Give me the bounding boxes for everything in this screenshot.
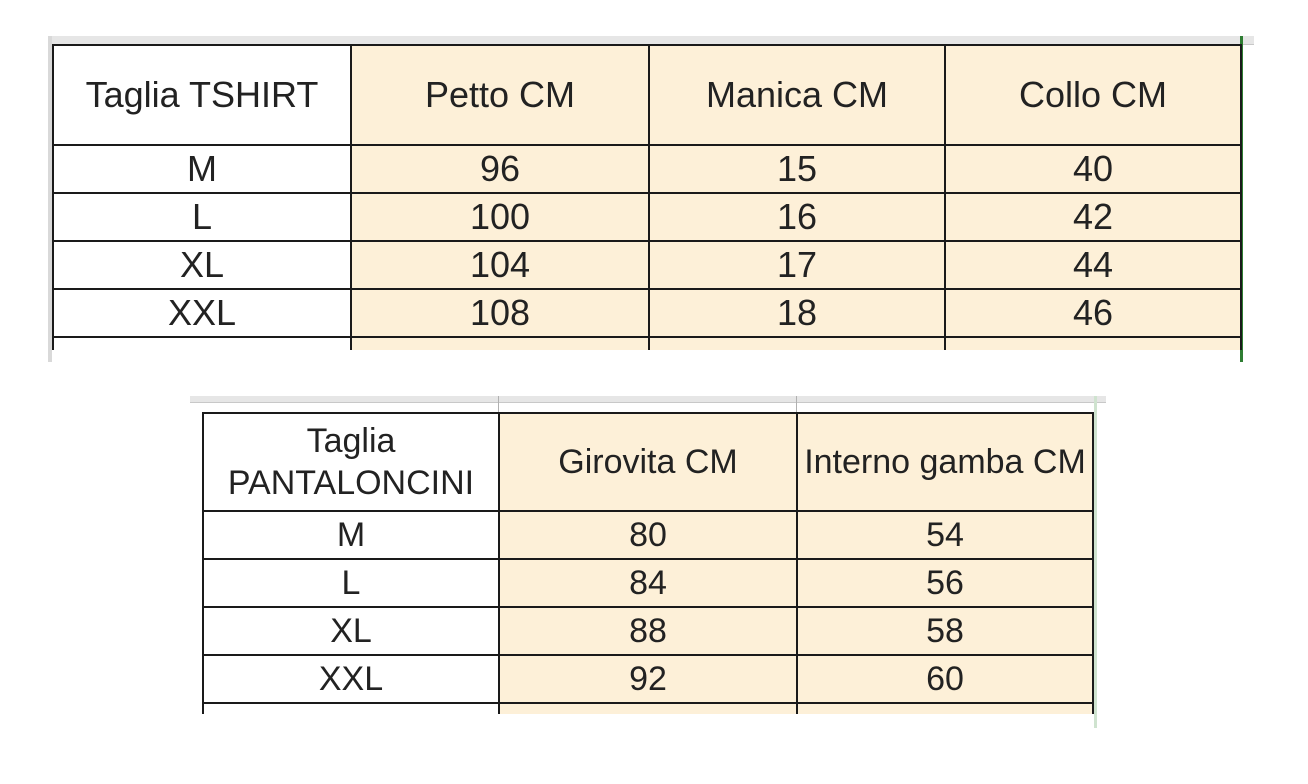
empty-cell[interactable] [649,337,945,350]
table-cell[interactable]: 46 [945,289,1241,337]
table-cell[interactable]: 56 [797,559,1093,607]
sheet-column-header-strip [190,396,1106,403]
empty-cell[interactable] [53,337,351,350]
header-cell-sleeve[interactable]: Manica CM [649,45,945,145]
table-cell[interactable]: 104 [351,241,649,289]
table-row [203,607,1093,655]
header-cell-size[interactable]: Taglia PANTALONCINI [203,413,499,511]
table-cell[interactable]: XL [203,607,499,655]
selection-border [1094,396,1097,728]
empty-cell[interactable] [797,703,1093,714]
shorts-size-sheet [190,396,1106,728]
table-cell[interactable]: 40 [945,145,1241,193]
table-cell[interactable]: 88 [499,607,797,655]
table-row [53,145,1241,193]
table-cell[interactable]: 58 [797,607,1093,655]
table-cell[interactable]: 84 [499,559,797,607]
table-header-row [203,413,1093,511]
tshirt-size-table [52,44,1242,350]
empty-cell[interactable] [203,703,499,714]
header-cell-inseam[interactable]: Interno gamba CM [797,413,1093,511]
header-cell-size[interactable]: Taglia TSHIRT [53,45,351,145]
table-row [53,193,1241,241]
table-row-empty [203,703,1093,714]
tshirt-size-sheet [48,36,1254,362]
table-cell[interactable]: 18 [649,289,945,337]
table-row [203,511,1093,559]
table-header-row [53,45,1241,145]
table-cell[interactable]: 60 [797,655,1093,703]
empty-cell[interactable] [499,703,797,714]
table-cell[interactable]: 108 [351,289,649,337]
table-cell[interactable]: 42 [945,193,1241,241]
table-cell[interactable]: XXL [203,655,499,703]
table-cell[interactable]: 54 [797,511,1093,559]
header-cell-chest[interactable]: Petto CM [351,45,649,145]
table-cell[interactable]: 80 [499,511,797,559]
table-row [203,655,1093,703]
table-cell[interactable]: 15 [649,145,945,193]
shorts-size-table [202,412,1094,714]
table-cell[interactable]: L [203,559,499,607]
table-cell[interactable]: 17 [649,241,945,289]
table-row-empty [53,337,1241,350]
table-cell[interactable]: XL [53,241,351,289]
table-cell[interactable]: 44 [945,241,1241,289]
table-cell[interactable]: M [203,511,499,559]
header-cell-waist[interactable]: Girovita CM [499,413,797,511]
table-row [53,241,1241,289]
empty-cell[interactable] [351,337,649,350]
table-cell[interactable]: 96 [351,145,649,193]
table-cell[interactable]: 92 [499,655,797,703]
table-row [203,559,1093,607]
empty-cell[interactable] [945,337,1241,350]
table-row [53,289,1241,337]
gridline-tick [498,396,499,412]
gridline-tick [796,396,797,412]
table-cell[interactable]: L [53,193,351,241]
header-cell-collar[interactable]: Collo CM [945,45,1241,145]
table-cell[interactable]: M [53,145,351,193]
table-cell[interactable]: XXL [53,289,351,337]
table-cell[interactable]: 100 [351,193,649,241]
table-cell[interactable]: 16 [649,193,945,241]
